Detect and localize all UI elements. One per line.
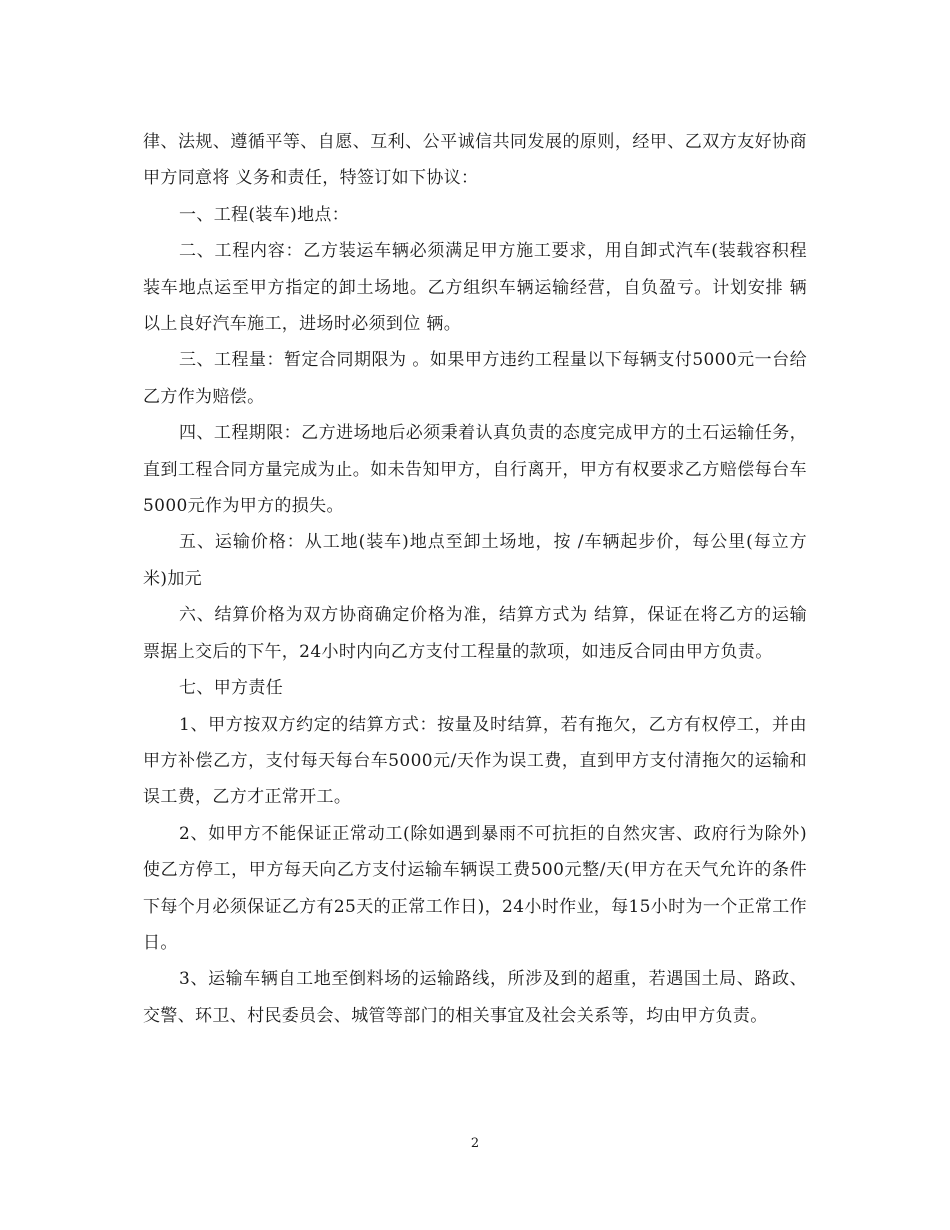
paragraph-clause-7-3: 3、运输车辆自工地至倒料场的运输路线，所涉及到的超重，若遇国土局、路政、交警、环卫、村民委员会、城管等部门的相关事宜及社会关系等，均由甲方负责。	[143, 969, 807, 1026]
paragraph-section-2: 二、工程内容：乙方装运车辆必须满足甲方施工要求，用自卸式汽车(装载容积程装车地点运至甲方指定的卸土场地。乙方组织车辆运输经营，自负盈亏。计划安排 辆以上良好汽车施工，进场时必须到位 辆。	[143, 241, 807, 335]
paragraph-clause-7-1: 1、甲方按双方约定的结算方式：按量及时结算，若有拖欠，乙方有权停工，并由甲方补偿乙方，支付每天每台车5000元/天作为误工费，直到甲方支付清拖欠的运输和误工费，乙方才正常开工。	[143, 714, 807, 808]
paragraph-clause-7-2: 2、如甲方不能保证正常动工(除如遇到暴雨不可抗拒的自然灾害、政府行为除外)使乙方停工，甲方每天向乙方支付运输车辆误工费500元整/天(甲方在天气允许的条件下每个月必须保证乙方有25天的正常工作日)，24小时作业，每15小时为一个正常工作日。	[143, 823, 807, 953]
paragraph-section-3: 三、工程量：暂定合同期限为 。如果甲方违约工程量以下每辆支付5000元一台给乙方作为赔偿。	[143, 350, 807, 407]
paragraph-opening: 律、法规、遵循平等、自愿、互利、公平诚信共同发展的原则，经甲、乙双方友好协商甲方同意将 义务和责任，特签订如下协议：	[143, 132, 807, 189]
document-body	[143, 124, 807, 1034]
paragraph-section-7-heading: 七、甲方责任	[179, 678, 284, 699]
paragraph-section-6: 六、结算价格为双方协商确定价格为准，结算方式为 结算，保证在将乙方的运输票据上交后的下午，24小时内向乙方支付工程量的款项，如违反合同由甲方负责。	[143, 605, 807, 662]
page-number: 2	[470, 1136, 480, 1151]
paragraph-section-5: 五、运输价格：从工地(装车)地点至卸土场地，按 /车辆起步价，每公里(每立方米)加元	[143, 532, 807, 589]
paragraph-section-1: 一、工程(装车)地点：	[179, 204, 350, 225]
paragraph-section-4: 四、工程期限：乙方进场地后必须秉着认真负责的态度完成甲方的土石运输任务，直到工程合同方量完成为止。如未告知甲方，自行离开，甲方有权要求乙方赔偿每台车5000元作为甲方的损失。	[143, 423, 807, 517]
